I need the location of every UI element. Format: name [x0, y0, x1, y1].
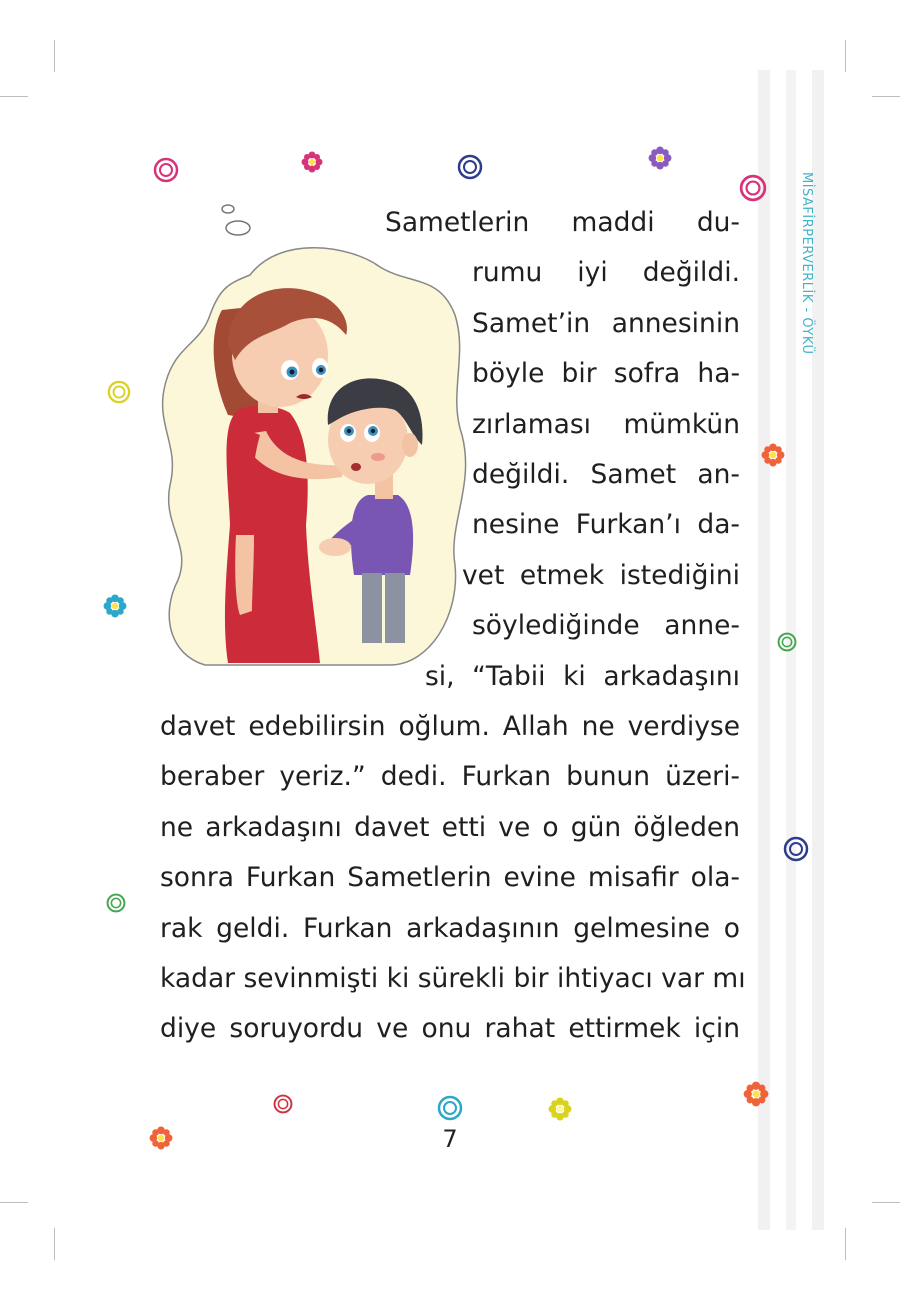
- ring-icon: [153, 157, 179, 183]
- text-line: değildi. Samet an-: [472, 459, 740, 490]
- text-line: rak geldi. Furkan arkadaşının gelmesine o: [160, 913, 740, 944]
- text-line: kadar sevinmişti ki sürekli bir ihtiyacı var mı: [160, 963, 746, 994]
- ring-icon: [273, 1094, 293, 1114]
- crop-mark: [54, 1228, 55, 1260]
- text-line: sonra Furkan Sametlerin evine misafir ola-: [160, 862, 740, 893]
- ring-icon: [457, 154, 483, 180]
- ring-icon: [783, 836, 809, 862]
- crop-mark: [872, 96, 900, 97]
- text-line: beraber yeriz.” dedi. Furkan bunun üzeri-: [160, 761, 740, 792]
- flower-icon: [149, 1126, 173, 1150]
- text-line: zırlaması mümkün: [472, 409, 740, 440]
- ring-icon: [777, 632, 797, 652]
- text-line: si, “Tabii ki arkadaşını: [425, 661, 740, 692]
- text-line: ne arkadaşını davet etti ve o gün öğleden: [160, 812, 740, 843]
- crop-mark: [54, 40, 55, 72]
- flower-icon: [648, 146, 672, 170]
- crop-mark: [845, 1228, 846, 1260]
- flower-icon: [743, 1081, 769, 1107]
- flower-icon: [761, 443, 785, 467]
- ring-icon: [106, 893, 126, 913]
- ring-icon: [739, 174, 767, 202]
- text-line: davet edebilirsin oğlum. Allah ne verdiyse: [160, 711, 740, 742]
- text-line: Sametlerin maddi du-: [385, 207, 740, 238]
- crop-mark: [0, 1202, 28, 1203]
- side-stripe: [758, 70, 770, 1230]
- text-line: diye soruyordu ve onu rahat ettirmek için: [160, 1013, 740, 1044]
- text-line: rumu iyi değildi.: [472, 257, 740, 288]
- side-title: MİSAFİRPERVERLİK - ÖYKÜ: [799, 172, 814, 355]
- crop-mark: [845, 40, 846, 72]
- crop-mark: [0, 96, 28, 97]
- flower-icon: [301, 151, 323, 173]
- mother-and-boy-illustration: [110, 195, 470, 675]
- crop-mark: [872, 1202, 900, 1203]
- text-line: Samet’in annesinin: [472, 308, 740, 339]
- text-line: söylediğinde anne-: [472, 610, 740, 641]
- text-line: vet etmek istediğini: [462, 560, 740, 591]
- page-number: 7: [442, 1125, 458, 1153]
- flower-icon: [548, 1097, 572, 1121]
- ring-icon: [437, 1095, 463, 1121]
- text-line: nesine Furkan’ı da-: [472, 509, 740, 540]
- text-line: böyle bir sofra ha-: [472, 358, 740, 389]
